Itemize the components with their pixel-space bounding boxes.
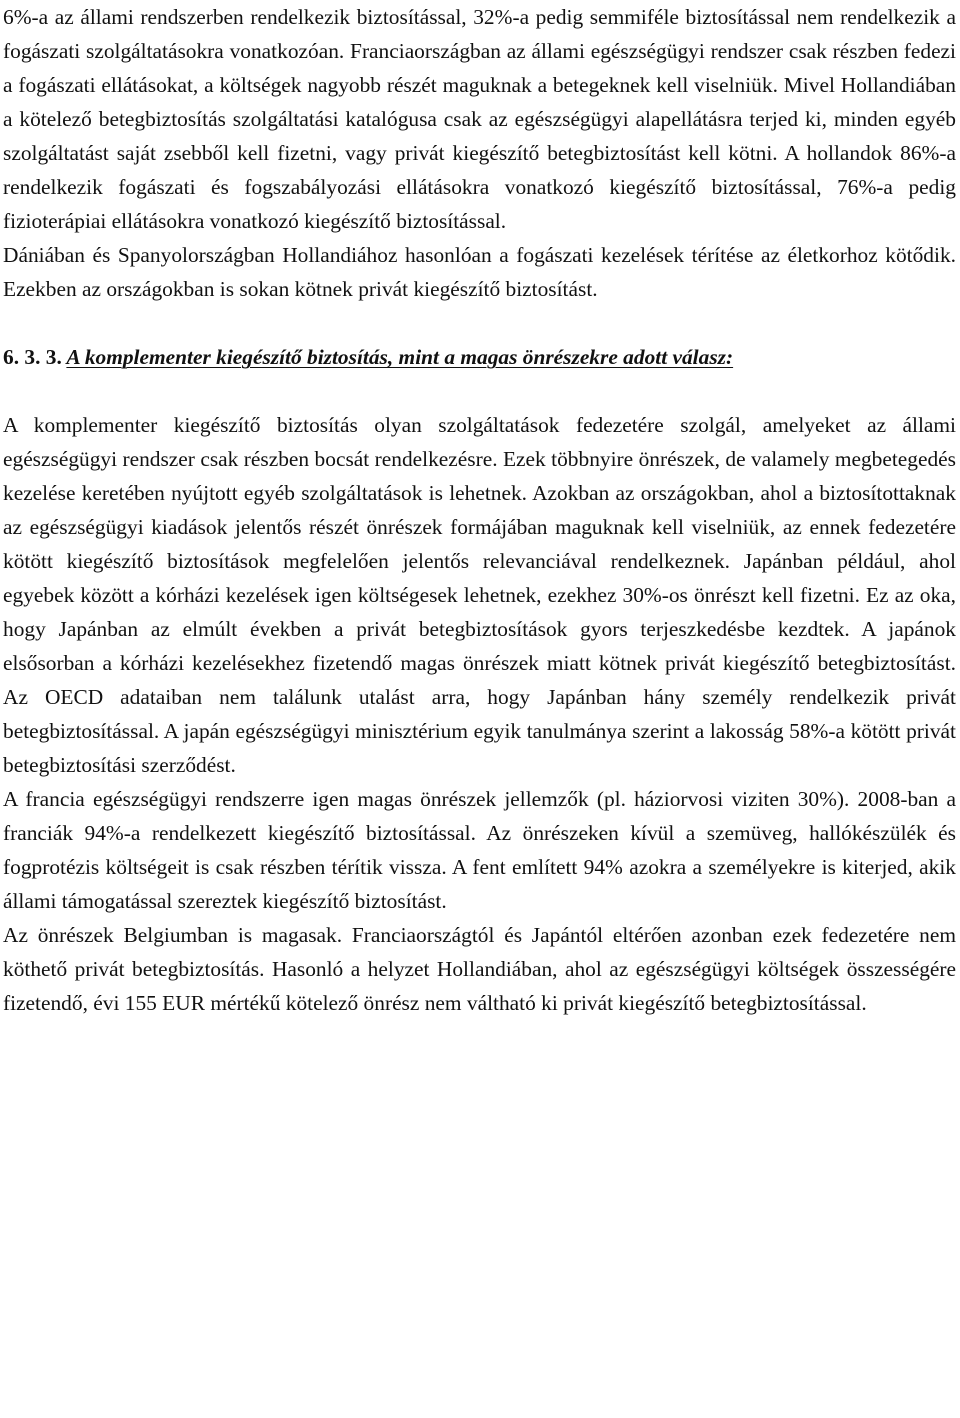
paragraph-denmark-spain: Dániában és Spanyolországban Hollandiához hasonlóan a fogászati kezelések térítése az életkorhoz kötődik. Ezekben az országokban is sokan kötnek privát kiegészítő biztosítást. bbox=[3, 243, 956, 301]
section-heading bbox=[3, 340, 956, 374]
spacer bbox=[3, 306, 956, 340]
section-number: 6. 3. 3. bbox=[3, 345, 62, 369]
paragraph-france: A francia egészségügyi rendszerre igen magas önrészek jellemzők (pl. háziorvosi viziten 30%). 2008-ban a franciák 94%-a rendelkezett kiegészítő biztosítással. Az önrészeken kívül a szemüveg, hallókészülék és fogprotézis költségeit is csak részben térítik vissza. A fent említett 94% azokra a személyekre is kiterjed, akik állami támogatással szereztek kiegészítő biztosítást. bbox=[3, 787, 956, 913]
paragraph-dental-coverage: 6%-a az állami rendszerben rendelkezik biztosítással, 32%-a pedig semmiféle biztosítással nem rendelkezik a fogászati szolgáltatásokra vonatkozóan. Franciaországban az állami egészségügyi rendszer csak részben fedezi a fogászati ellátásokat, a költségek nagyobb részét maguknak a betegeknek kell viselniük. Mivel Hollandiában a kötelező betegbiztosítás szolgáltatási katalógusa csak az egészségügyi alapellátásra terjed ki, minden egyéb szolgáltatást saját zsebből kell fizetni, vagy privát kiegészítő betegbiztosítást kell kötni. A hollandok 86%-a rendelkezik fogászati és fogszabályozási ellátásokra vonatkozó kiegészítő biztosítással, 76%-a pedig fizioterápiai ellátásokra vonatkozó kiegészítő biztosítással. bbox=[3, 5, 956, 233]
document-page bbox=[3, 0, 956, 1020]
paragraph-complementary-insurance: A komplementer kiegészítő biztosítás olyan szolgáltatások fedezetére szolgál, amelyeket az állami egészségügyi rendszer csak részben bocsát rendelkezésre. Ezek többnyire önrészek, de valamely megbetegedés kezelése keretében nyújtott egyéb szolgáltatások is lehetnek. Azokban az országokban, ahol a biztosítottaknak az egészségügyi kiadások jelentős részét önrészek formájában maguknak kell viselniük, az ennek fedezetére kötött kiegészítő biztosítások megfelelően jelentős relevanciával rendelkeznek. Japánban például, ahol egyebek között a kórházi kezelések igen költségesek lehetnek, ezekhez 30%-os önrészt kell fizetni. Ez az oka, hogy Japánban az elmúlt években a privát betegbiztosítások gyors terjeszkedésbe kezdtek. A japánok elsősorban a kórházi kezelésekhez fizetendő magas önrészek miatt kötnek privát kiegészítő betegbiztosítást. Az OECD adataiban nem találunk utalást arra, hogy Japánban hány személy rendelkezik privát betegbiztosítással. A japán egészségügyi minisztérium egyik tanulmánya szerint a lakosság 58%-a kötött privát betegbiztosítási szerződést. bbox=[3, 413, 956, 777]
section-title: A komplementer kiegészítő biztosítás, mint a magas önrészekre adott válasz: bbox=[66, 345, 734, 369]
paragraph-belgium-netherlands: Az önrészek Belgiumban is magasak. Franciaországtól és Japántól eltérően azonban ezek fedezetére nem köthető privát betegbiztosítás. Hasonló a helyzet Hollandiában, ahol az egészségügyi költségek összességére fizetendő, évi 155 EUR mértékű kötelező önrész nem váltható ki privát kiegészítő betegbiztosítással. bbox=[3, 923, 956, 1015]
spacer bbox=[3, 374, 956, 408]
